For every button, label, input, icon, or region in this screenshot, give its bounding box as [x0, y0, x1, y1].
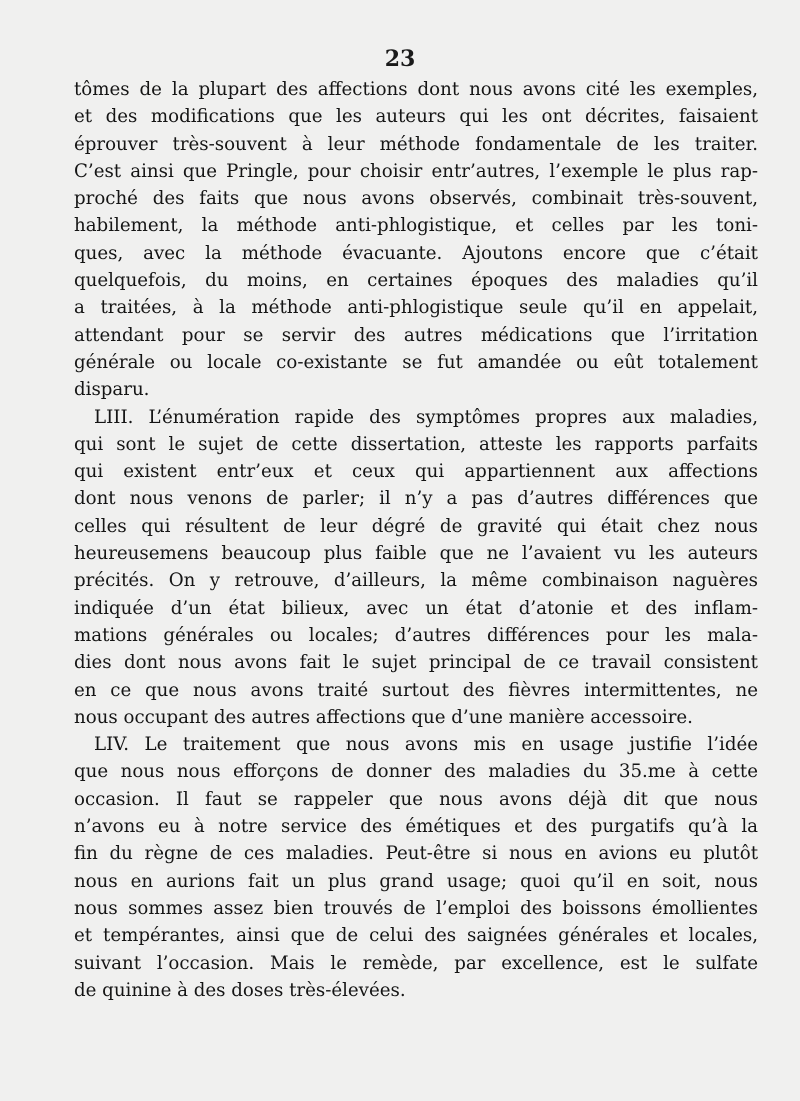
text-line: LIV. Le traitement que nous avons mis en usage justifie l’idée — [94, 734, 758, 756]
text-line: n’avons eu à notre service des émétiques et des purgatifs qu’à la — [74, 816, 758, 838]
text-line: qui sont le sujet de cette dissertation, atteste les rapports parfaits — [74, 433, 758, 455]
text-line: habilement, la méthode anti-phlogistique, et celles par les toni- — [74, 215, 758, 237]
text-line: quelquefois, du moins, en certaines époques des maladies qu’il — [74, 270, 758, 292]
text-line: a traitées, à la méthode anti-phlogistique seule qu’il en appelait, — [74, 297, 758, 319]
text-line: dies dont nous avons fait le sujet principal de ce travail consistent — [74, 652, 758, 674]
text-line: générale ou locale co-existante se fut amandée ou eût totalement — [74, 351, 758, 373]
text-line: attendant pour se servir des autres médications que l’irritation — [74, 324, 758, 346]
text-line: de quinine à des doses très-élevées. — [74, 979, 406, 1001]
text-line: nous occupant des autres affections que d’une manière accessoire. — [74, 706, 693, 728]
text-line: dont nous venons de parler; il n’y a pas d’autres différences que — [74, 488, 758, 510]
page-number: 23 — [384, 46, 416, 72]
text-line: mations générales ou locales; d’autres différences pour les mala- — [74, 624, 758, 646]
body-text — [74, 76, 758, 1004]
text-line: nous sommes assez bien trouvés de l’emploi des boissons émollientes — [74, 897, 758, 919]
text-line: éprouver très-souvent à leur méthode fondamentale de les traiter. — [74, 133, 758, 155]
text-line: précités. On y retrouve, d’ailleurs, la même combinaison naguères — [74, 570, 758, 592]
text-line: que nous nous efforçons de donner des maladies du 35.me à cette — [74, 761, 758, 783]
text-line: et des modifications que les auteurs qui les ont décrites, faisaient — [74, 106, 758, 128]
text-line: disparu. — [74, 379, 150, 401]
text-line: LIII. L’énumération rapide des symptômes propres aux maladies, — [94, 406, 758, 428]
text-line: proché des faits que nous avons observés, combinait très-souvent, — [74, 188, 758, 210]
text-line: nous en aurions fait un plus grand usage; quoi qu’il en soit, nous — [74, 870, 758, 892]
text-line: tômes de la plupart des affections dont nous avons cité les exemples, — [74, 79, 758, 100]
text-line: celles qui résultent de leur dégré de gravité qui était chez nous — [74, 515, 758, 537]
text-line: occasion. Il faut se rappeler que nous avons déjà dit que nous — [74, 788, 758, 810]
text-line: C’est ainsi que Pringle, pour choisir entr’autres, l’exemple le plus rap- — [74, 160, 758, 182]
text-line: en ce que nous avons traité surtout des fièvres intermittentes, ne — [74, 679, 758, 701]
text-line: heureusemens beaucoup plus faible que ne l’avaient vu les auteurs — [74, 543, 758, 565]
text-line: indiquée d’un état bilieux, avec un état d’atonie et des inflam- — [74, 597, 758, 619]
text-line: suivant l’occasion. Mais le remède, par excellence, est le sulfate — [74, 952, 758, 974]
text-line: ques, avec la méthode évacuante. Ajoutons encore que c’était — [74, 242, 758, 264]
text-line: et tempérantes, ainsi que de celui des saignées générales et locales, — [74, 925, 758, 947]
text-line: fin du règne de ces maladies. Peut-être si nous en avions eu plutôt — [74, 843, 758, 865]
text-line: qui existent entr’eux et ceux qui appartiennent aux affections — [74, 461, 758, 483]
